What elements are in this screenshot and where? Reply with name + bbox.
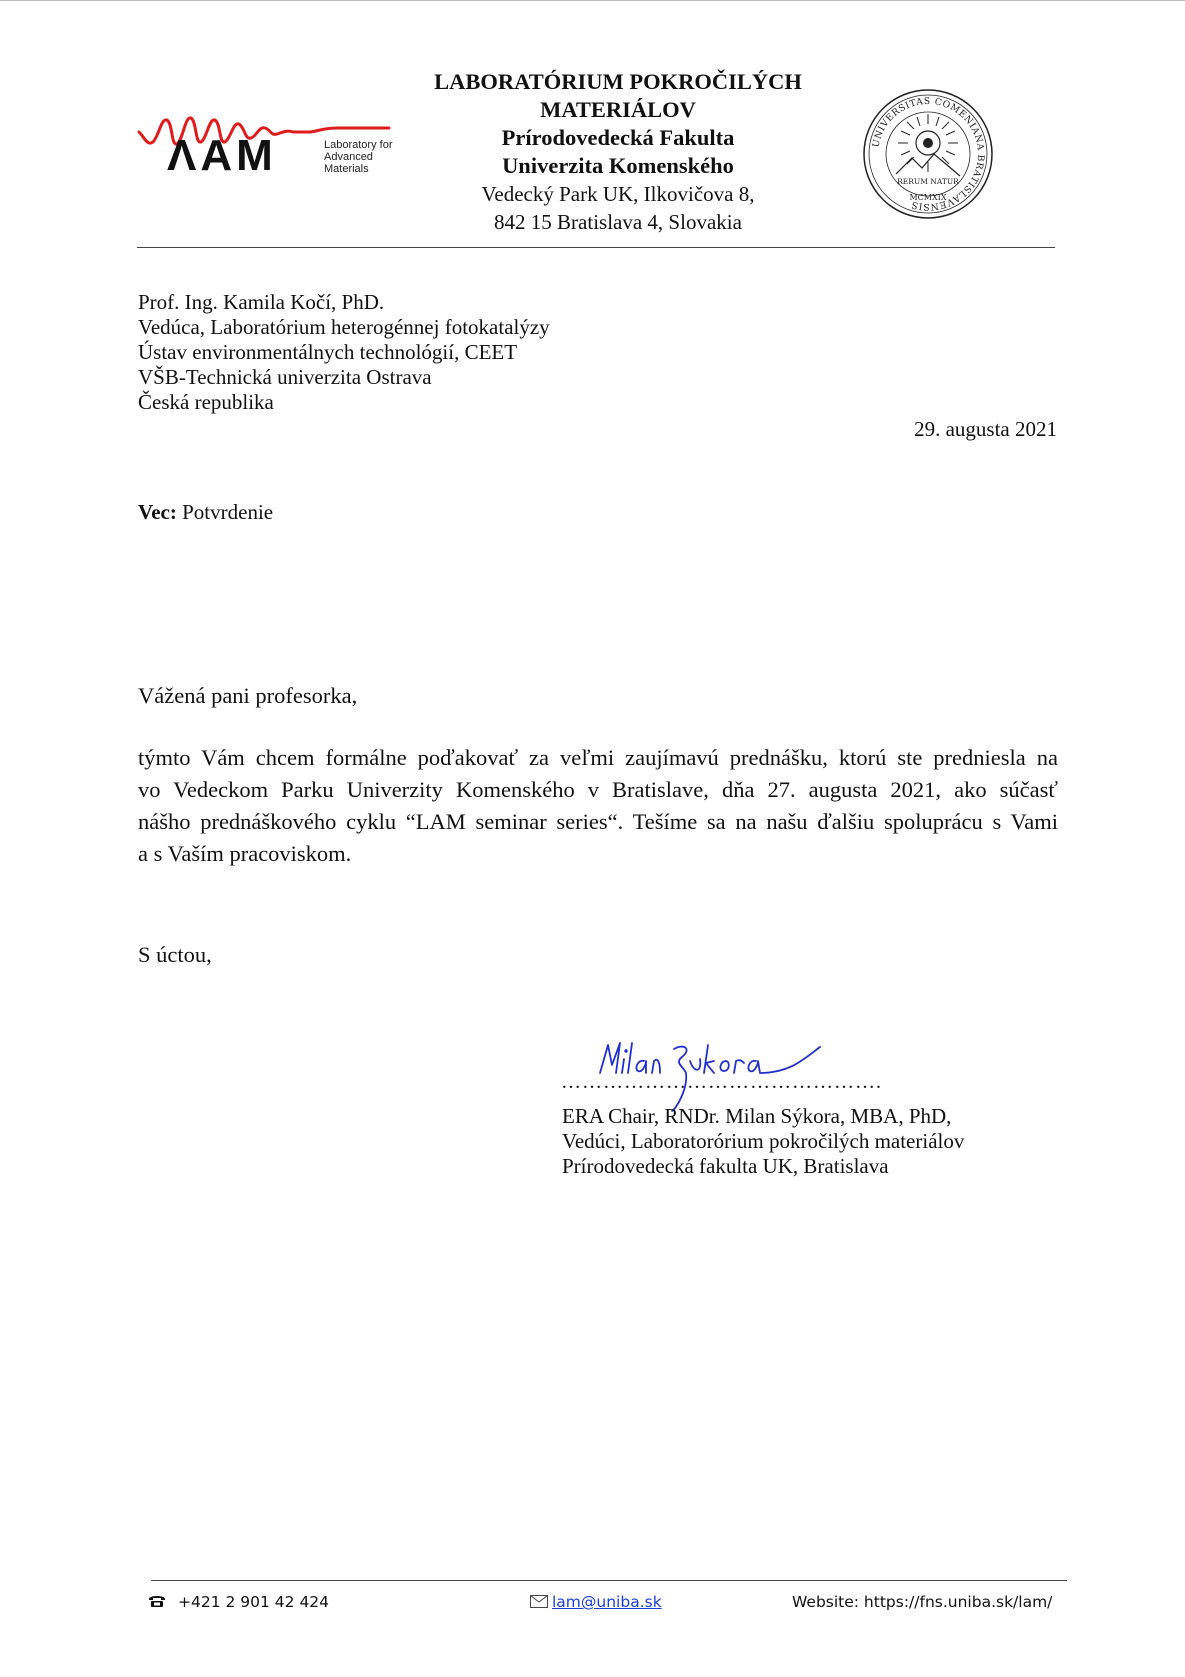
body-line: týmto Vám chcem formálne poďakovať za veľmi zaujímavú prednášku, ktorú ste predniesla na bbox=[138, 745, 1058, 770]
email-link[interactable]: lam@uniba.sk bbox=[552, 1593, 662, 1611]
subject-value: Potvrdenie bbox=[182, 500, 274, 524]
seal-year: MCMXIX bbox=[909, 193, 947, 202]
letter-body bbox=[138, 742, 1058, 870]
svg-text:RERUM NATUR: RERUM NATUR bbox=[897, 177, 959, 186]
footer-divider bbox=[151, 1580, 1067, 1581]
recipient-position: Vedúca, Laboratórium heterogénnej fotokatalýzy bbox=[138, 315, 550, 339]
footer-phone bbox=[148, 1592, 329, 1613]
header-university: Univerzita Komenského bbox=[502, 153, 734, 178]
lam-logo bbox=[137, 114, 427, 194]
header-lab-name-line2: MATERIÁLOV bbox=[540, 97, 696, 122]
recipient-address bbox=[138, 290, 550, 415]
header-address-line2: 842 15 Bratislava 4, Slovakia bbox=[494, 210, 742, 234]
recipient-university: VŠB-Technická univerzita Ostrava bbox=[138, 365, 432, 389]
body-line: nášho prednáškového cyklu “LAM seminar series“. Tešíme sa na našu ďalšiu spoluprácu s Vami bbox=[138, 809, 1058, 834]
body-line: a s Vaším pracoviskom. bbox=[138, 841, 352, 866]
signer-faculty: Prírodovedecká fakulta UK, Bratislava bbox=[562, 1154, 889, 1178]
header-address-line1: Vedecký Park UK, Ilkovičova 8, bbox=[481, 182, 755, 206]
phone-icon bbox=[148, 1593, 166, 1613]
signer-position: Vedúci, Laboratorórium pokročilých materiálov bbox=[562, 1129, 965, 1153]
footer-website: Website: https://fns.uniba.sk/lam/ bbox=[792, 1593, 1053, 1611]
recipient-institute: Ústav environmentálnych technológií, CEET bbox=[138, 340, 518, 364]
signer-title: ERA Chair, RNDr. Milan Sýkora, MBA, PhD, bbox=[562, 1104, 952, 1128]
signature-dots: ………………………………………. bbox=[561, 1071, 882, 1093]
salutation: Vážená pani profesorka, bbox=[138, 683, 358, 708]
closing: S úctou, bbox=[138, 942, 212, 967]
envelope-icon bbox=[530, 1593, 548, 1613]
phone-number: +421 2 901 42 424 bbox=[178, 1593, 330, 1611]
signer-block bbox=[562, 1104, 964, 1179]
university-seal bbox=[862, 88, 994, 220]
header-lab-name-line1: LABORATÓRIUM POKROČILÝCH bbox=[434, 69, 802, 94]
svg-text:ΛAM: ΛAM bbox=[167, 131, 277, 180]
footer-email bbox=[530, 1592, 662, 1613]
svg-text:Materials: Materials bbox=[324, 163, 369, 175]
page-top-border bbox=[0, 0, 1185, 1]
subject-label: Vec: bbox=[138, 500, 177, 524]
body-line: vo Vedeckom Parku Univerzity Komenského v Bratislave, dňa 27. augusta 2021, ako súčasť bbox=[138, 777, 1058, 802]
svg-text:Advanced: Advanced bbox=[324, 151, 373, 163]
header-faculty: Prírodovedecká Fakulta bbox=[501, 125, 735, 150]
recipient-name: Prof. Ing. Kamila Kočí, PhD. bbox=[138, 290, 385, 314]
letterhead bbox=[430, 68, 806, 236]
svg-text:UNIVERSITAS COMENIANA BRATISLA: UNIVERSITAS COMENIANA BRATISLAVENSIS bbox=[870, 95, 987, 213]
seal-graphic bbox=[862, 88, 994, 220]
svg-text:Laboratory for: Laboratory for bbox=[324, 139, 393, 151]
letter-date: 29. augusta 2021 bbox=[914, 417, 1057, 441]
header-divider bbox=[137, 247, 1055, 248]
lam-logo-graphic bbox=[137, 114, 427, 194]
subject-line bbox=[138, 500, 273, 525]
recipient-country: Česká republika bbox=[138, 390, 274, 414]
